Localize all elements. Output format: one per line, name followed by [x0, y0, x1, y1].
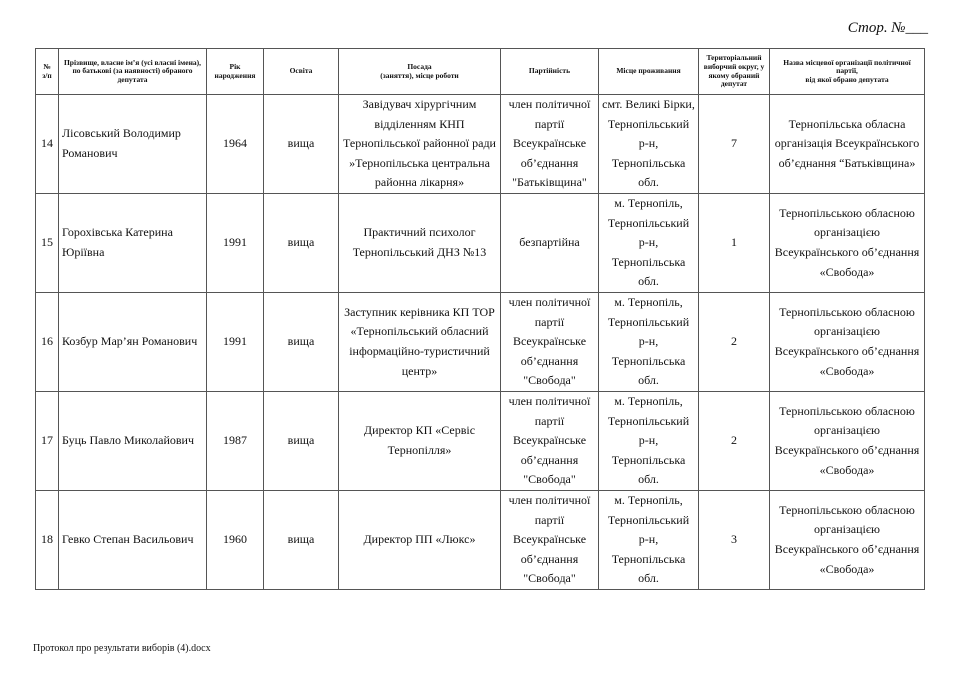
- position: Практичний психолог Тернопільський ДНЗ №13: [339, 194, 501, 293]
- header-birth-year: Рік народження: [207, 49, 264, 95]
- residence: м. Тернопіль, Тернопільський р-н, Тернопільська обл.: [599, 491, 699, 590]
- header-position: Посада (заняття), місце роботи: [339, 49, 501, 95]
- birth-year: 1960: [207, 491, 264, 590]
- party: член політичної партії Всеукраїнське об’єднання "Свобода": [501, 392, 599, 491]
- party: член політичної партії Всеукраїнське об’єднання "Свобода": [501, 491, 599, 590]
- page-number: Стор. №___: [847, 20, 928, 36]
- education: вища: [264, 194, 339, 293]
- district: 1: [699, 194, 770, 293]
- position: Директор КП «Сервіс Тернопілля»: [339, 392, 501, 491]
- row-number: 15: [36, 194, 59, 293]
- position: Директор ПП «Люкс»: [339, 491, 501, 590]
- birth-year: 1991: [207, 293, 264, 392]
- organization: Тернопільською обласною організацією Всеукраїнського об’єднання «Свобода»: [770, 293, 925, 392]
- header-full-name: Прізвище, власне ім’я (усі власні імена), по батькові (за наявності) обраного депутата: [59, 49, 207, 95]
- district: 2: [699, 293, 770, 392]
- deputy-name: Лісовський Володимир Романович: [59, 95, 207, 194]
- residence: смт. Великі Бірки, Тернопільський р-н, Тернопільська обл.: [599, 95, 699, 194]
- position: Заступник керівника КП ТОР «Тернопільський обласний інформаційно-туристичний центр»: [339, 293, 501, 392]
- birth-year: 1964: [207, 95, 264, 194]
- residence: м. Тернопіль, Тернопільський р-н, Тернопільська обл.: [599, 392, 699, 491]
- row-number: 14: [36, 95, 59, 194]
- table-row: [36, 491, 925, 590]
- deputy-name: Гевко Степан Васильович: [59, 491, 207, 590]
- residence: м. Тернопіль, Тернопільський р-н, Тернопільська обл.: [599, 293, 699, 392]
- organization: Тернопільська обласна організація Всеукраїнського об’єднання “Батьківщина»: [770, 95, 925, 194]
- row-number: 18: [36, 491, 59, 590]
- header-party: Партійність: [501, 49, 599, 95]
- organization: Тернопільською обласною організацією Всеукраїнського об’єднання «Свобода»: [770, 194, 925, 293]
- education: вища: [264, 392, 339, 491]
- party: член політичної партії Всеукраїнське об’єднання "Свобода": [501, 293, 599, 392]
- organization: Тернопільською обласною організацією Всеукраїнського об’єднання «Свобода»: [770, 392, 925, 491]
- position: Завідувач хірургічним відділенням КНП Тернопільської районної ради »Тернопільська центральна районна лікарня»: [339, 95, 501, 194]
- footer-filename: Протокол про результати виборів (4).docx: [33, 643, 211, 654]
- table-row: [36, 293, 925, 392]
- birth-year: 1991: [207, 194, 264, 293]
- header-education: Освіта: [264, 49, 339, 95]
- party: безпартійна: [501, 194, 599, 293]
- education: вища: [264, 491, 339, 590]
- residence: м. Тернопіль, Тернопільський р-н, Тернопільська обл.: [599, 194, 699, 293]
- deputies-table: [35, 48, 925, 590]
- header-residence: Місце проживання: [599, 49, 699, 95]
- header-district: Територіальний виборчий округ, у якому обраний депутат: [699, 49, 770, 95]
- table-row: [36, 392, 925, 491]
- header-organization: Назва місцевої організації політичної партії, від якої обрано депутата: [770, 49, 925, 95]
- table-header-row: [36, 49, 925, 95]
- organization: Тернопільською обласною організацією Всеукраїнського об’єднання «Свобода»: [770, 491, 925, 590]
- row-number: 17: [36, 392, 59, 491]
- deputy-name: Буць Павло Миколайович: [59, 392, 207, 491]
- party: член політичної партії Всеукраїнське об’єднання "Батьківщина": [501, 95, 599, 194]
- district: 3: [699, 491, 770, 590]
- table-row: [36, 95, 925, 194]
- district: 2: [699, 392, 770, 491]
- deputy-name: Козбур Мар’ян Романович: [59, 293, 207, 392]
- education: вища: [264, 293, 339, 392]
- district: 7: [699, 95, 770, 194]
- row-number: 16: [36, 293, 59, 392]
- birth-year: 1987: [207, 392, 264, 491]
- education: вища: [264, 95, 339, 194]
- header-number: № з/п: [36, 49, 59, 95]
- table-row: [36, 194, 925, 293]
- deputy-name: Горохівська Катерина Юріївна: [59, 194, 207, 293]
